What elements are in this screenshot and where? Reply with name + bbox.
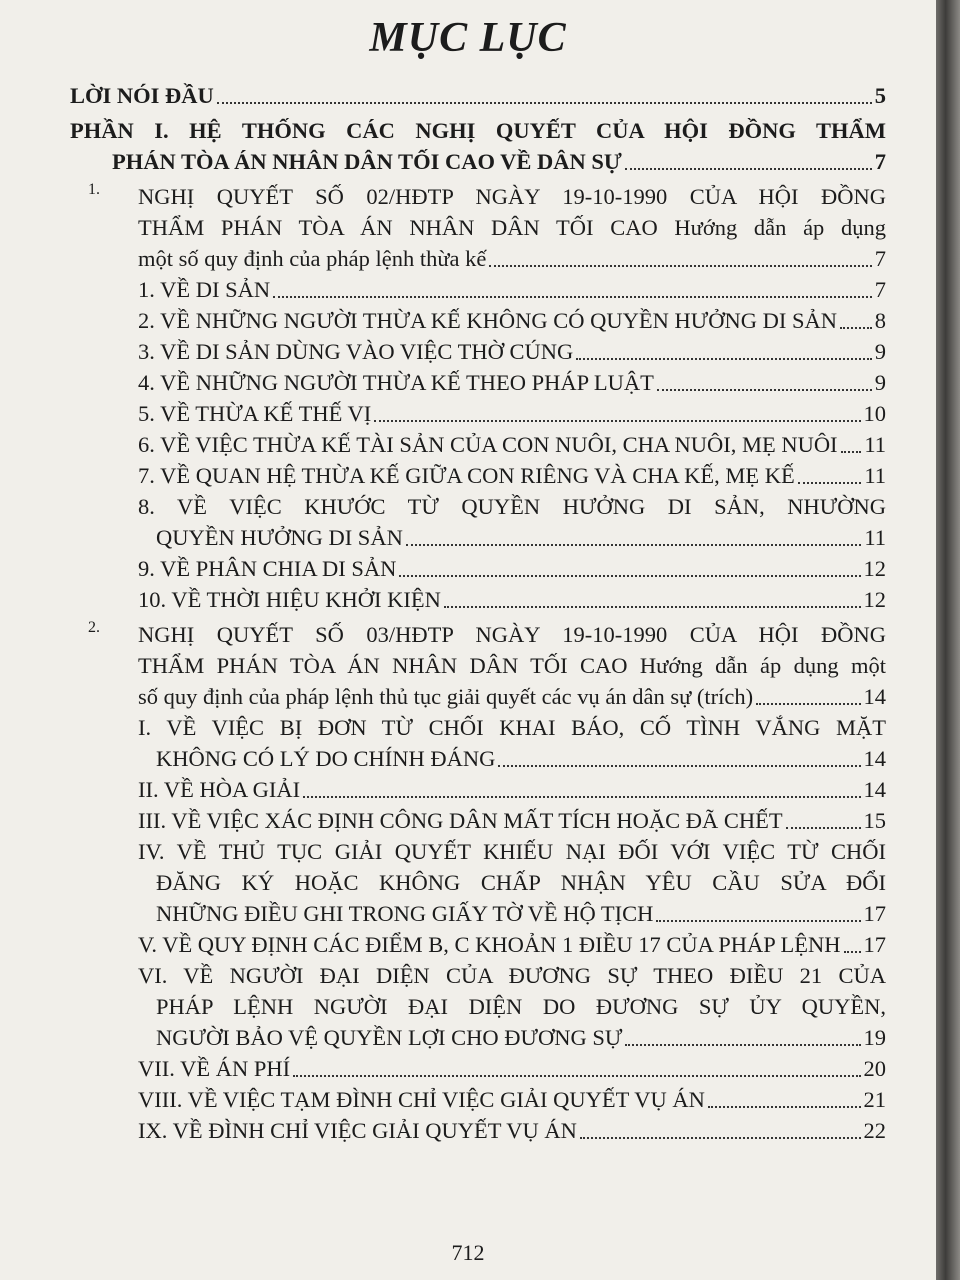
toc-foreword: LỜI NÓI ĐẦU 5 xyxy=(70,83,886,108)
toc-resolution-1: 1. NGHỊ QUYẾT SỐ 02/HĐTP NGÀY 19-10-1990 CỦA HỘI ĐỒNG THẨM PHÁN TÒA ÁN NHÂN DÂN TỐI CAO Hướng dẫn áp dụng một số quy định của pháp lệnh thừa kế 7 xyxy=(88,181,886,271)
toc-item: III. VỀ VIỆC XÁC ĐỊNH CÔNG DÂN MẤT TÍCH HOẶC ĐÃ CHẾT 15 xyxy=(138,808,886,833)
toc-item: VIII. VỀ VIỆC TẠM ĐÌNH CHỈ VIỆC GIẢI QUYẾT VỤ ÁN 21 xyxy=(138,1087,886,1112)
page-number: 712 xyxy=(451,1240,485,1265)
table-of-contents xyxy=(70,80,886,1146)
toc-item: 1. VỀ DI SẢN 7 xyxy=(138,277,886,302)
book-spine-edge xyxy=(936,0,960,1280)
toc-item: VI. VỀ NGƯỜI ĐẠI DIỆN CỦA ĐƯƠNG SỰ THEO ĐIỀU 21 CỦA PHÁP LỆNH NGƯỜI ĐẠI DIỆN DO ĐƯƠNG SỰ ỦY QUYỀN, NGƯỜI BẢO VỆ QUYỀN LỢI CHO ĐƯƠNG SỰ 19 xyxy=(138,963,886,1050)
toc-item: II. VỀ HÒA GIẢI 14 xyxy=(138,777,886,802)
toc-item: V. VỀ QUY ĐỊNH CÁC ĐIỂM B, C KHOẢN 1 ĐIỀU 17 CỦA PHÁP LỆNH 17 xyxy=(138,932,886,957)
toc-part-1: PHẦN I. HỆ THỐNG CÁC NGHỊ QUYẾT CỦA HỘI ĐỒNG THẨM PHÁN TÒA ÁN NHÂN DÂN TỐI CAO VỀ DÂN SỰ 7 xyxy=(70,118,886,174)
toc-item: 5. VỀ THỪA KẾ THẾ VỊ 10 xyxy=(138,401,886,426)
toc-resolution-2: 2. NGHỊ QUYẾT SỐ 03/HĐTP NGÀY 19-10-1990 CỦA HỘI ĐỒNG THẨM PHÁN TÒA ÁN NHÂN DÂN TỐI CAO Hướng dẫn áp dụng một số quy định của pháp lệnh thủ tục giải quyết các vụ án dân sự (trích) 14 xyxy=(88,619,886,709)
toc-item: 10. VỀ THỜI HIỆU KHỞI KIỆN 12 xyxy=(138,587,886,612)
page-title: MỤC LỤC xyxy=(369,15,567,61)
toc-item: 4. VỀ NHỮNG NGƯỜI THỪA KẾ THEO PHÁP LUẬT 9 xyxy=(138,370,886,395)
toc-item: 2. VỀ NHỮNG NGƯỜI THỪA KẾ KHÔNG CÓ QUYỀN HƯỞNG DI SẢN 8 xyxy=(138,308,886,333)
toc-item: IV. VỀ THỦ TỤC GIẢI QUYẾT KHIẾU NẠI ĐỐI VỚI VIỆC TỪ CHỐI ĐĂNG KÝ HOẶC KHÔNG CHẤP NHẬN YÊU CẦU SỬA ĐỔI NHỮNG ĐIỀU GHI TRONG GIẤY TỜ VỀ HỘ TỊCH 17 xyxy=(138,839,886,926)
toc-item: 6. VỀ VIỆC THỪA KẾ TÀI SẢN CỦA CON NUÔI, CHA NUÔI, MẸ NUÔI 11 xyxy=(138,432,886,457)
toc-item: VII. VỀ ÁN PHÍ 20 xyxy=(138,1056,886,1081)
toc-item: IX. VỀ ĐÌNH CHỈ VIỆC GIẢI QUYẾT VỤ ÁN 22 xyxy=(138,1118,886,1143)
toc-item: 3. VỀ DI SẢN DÙNG VÀO VIỆC THỜ CÚNG 9 xyxy=(138,339,886,364)
toc-item: I. VỀ VIỆC BỊ ĐƠN TỪ CHỐI KHAI BÁO, CỐ TÌNH VẮNG MẶT KHÔNG CÓ LÝ DO CHÍNH ĐÁNG 14 xyxy=(138,715,886,771)
toc-item: 8. VỀ VIỆC KHƯỚC TỪ QUYỀN HƯỞNG DI SẢN, NHƯỜNG QUYỀN HƯỞNG DI SẢN 11 xyxy=(138,494,886,550)
toc-item: 9. VỀ PHÂN CHIA DI SẢN 12 xyxy=(138,556,886,581)
toc-item: 7. VỀ QUAN HỆ THỪA KẾ GIỮA CON RIÊNG VÀ CHA KẾ, MẸ KẾ 11 xyxy=(138,463,886,488)
